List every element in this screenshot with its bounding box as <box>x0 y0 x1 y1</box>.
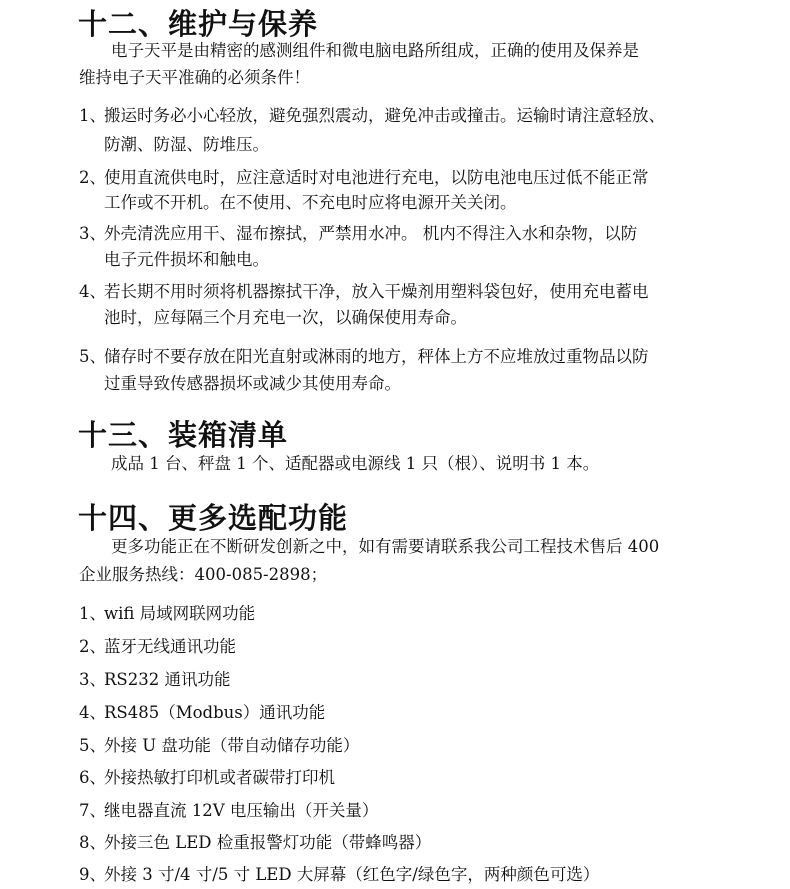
item-number: 4、 <box>79 282 106 301</box>
item-text: 外接三色 LED 检重报警灯功能（带蜂鸣器） <box>104 833 432 852</box>
section-12-intro-line1: 电子天平是由精密的感测组件和微电脑电路所组成，正确的使用及保养是 <box>111 41 639 60</box>
item-number: 1、 <box>79 106 106 125</box>
item-number: 9、 <box>79 865 106 884</box>
item-number: 8、 <box>79 833 106 852</box>
item-text-line2: 工作或不开机。在不使用、不充电时应将电源开关关闭。 <box>104 193 517 212</box>
section-14-title: 十四、更多选配功能 <box>78 501 349 535</box>
section-14-intro-line1: 更多功能正在不断研发创新之中，如有需要请联系我公司工程技术售后 400 <box>111 537 660 556</box>
item-text: 外接 U 盘功能（带自动储存功能） <box>104 736 360 755</box>
item-number: 2、 <box>79 168 106 187</box>
item-text-line1: 使用直流供电时，应注意适时对电池进行充电，以防电池电压过低不能正常 <box>104 168 649 187</box>
section-12-intro-line2: 维持电子天平准确的必须条件！ <box>79 68 310 87</box>
item-text-line1: 若长期不用时须将机器擦拭干净，放入干燥剂用塑料袋包好，使用充电蓄电 <box>104 282 649 301</box>
item-text: RS232 通讯功能 <box>104 670 231 689</box>
item-text: 外接热敏打印机或者碳带打印机 <box>104 768 335 787</box>
section-14-intro-line2: 企业服务热线：400-085-2898； <box>79 565 328 584</box>
item-text-line1: 搬运时务必小心轻放，避免强烈震动，避免冲击或撞击。运输时请注意轻放、 <box>104 106 665 125</box>
section-12-title: 十二、维护与保养 <box>78 7 319 41</box>
item-number: 6、 <box>79 768 106 787</box>
item-text-line1: 外壳清洗应用干、湿布擦拭，严禁用水冲。 机内不得注入水和杂物，以防 <box>104 224 638 243</box>
item-text: 蓝牙无线通讯功能 <box>104 637 236 656</box>
item-number: 1、 <box>79 604 106 623</box>
item-number: 3、 <box>79 224 106 243</box>
item-text-line1: 储存时不要存放在阳光直射或淋雨的地方，秤体上方不应堆放过重物品以防 <box>104 347 649 366</box>
item-text: 外接 3 寸/4 寸/5 寸 LED 大屏幕（红色字/绿色字，两种颜色可选） <box>104 865 600 884</box>
item-text-line2: 过重导致传感器损坏或减少其使用寿命。 <box>104 374 401 393</box>
item-text-line2: 电子元件损坏和触电。 <box>104 250 269 269</box>
item-number: 5、 <box>79 736 106 755</box>
section-13-title: 十三、装箱清单 <box>78 418 289 452</box>
item-text-line2: 防潮、防湿、防堆压。 <box>104 135 269 154</box>
item-text: RS485（Modbus）通讯功能 <box>104 703 326 722</box>
section-13-body: 成品 1 台、秤盘 1 个、适配器或电源线 1 只（根）、说明书 1 本。 <box>111 454 600 473</box>
item-number: 2、 <box>79 637 106 656</box>
item-number: 7、 <box>79 801 106 820</box>
item-text-line2: 池时，应每隔三个月充电一次，以确保使用寿命。 <box>104 308 467 327</box>
item-number: 5、 <box>79 347 106 366</box>
item-number: 4、 <box>79 703 106 722</box>
item-text: wifi 局域网联网功能 <box>104 604 256 623</box>
item-number: 3、 <box>79 670 106 689</box>
item-text: 继电器直流 12V 电压输出（开关量） <box>104 801 379 820</box>
